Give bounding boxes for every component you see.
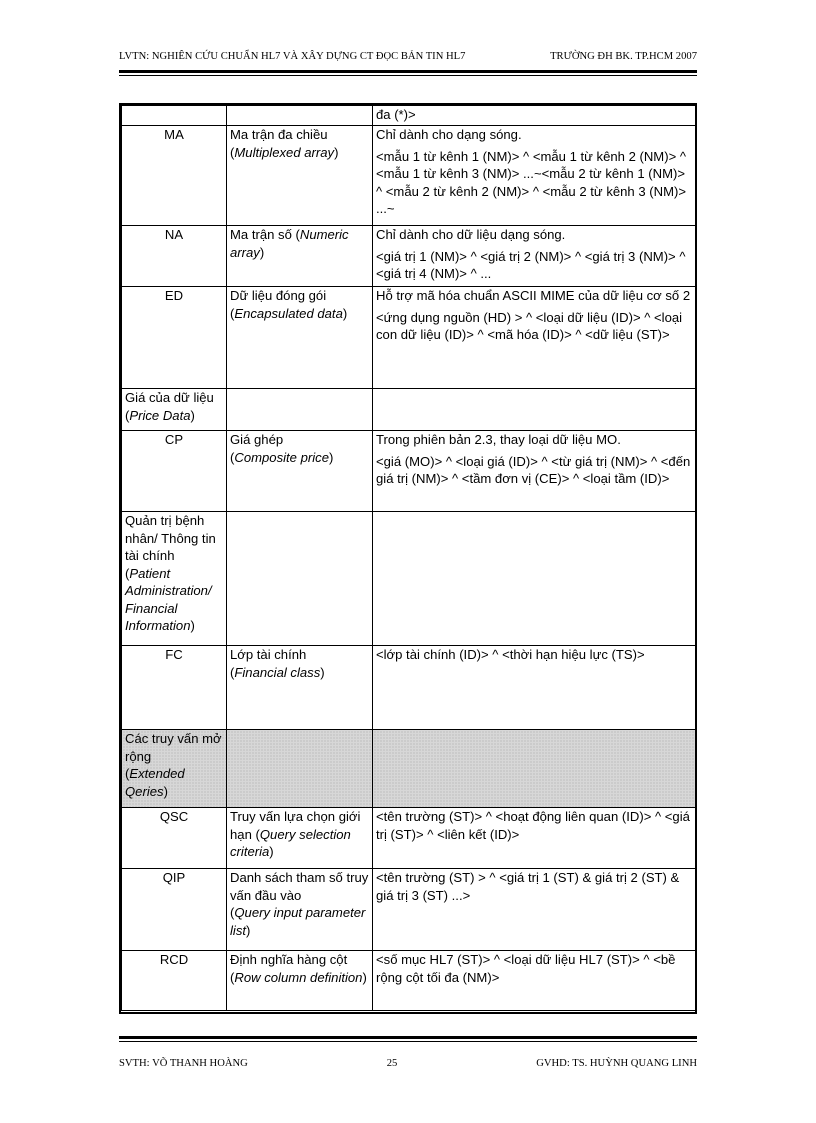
data-type-table — [121, 105, 696, 1011]
header-title: LVTN: NGHIÊN CỨU CHUẨN HL7 VÀ XÂY DỰNG CT ĐỌC BẢN TIN HL7 — [119, 51, 466, 62]
code-cell: RCD — [122, 951, 227, 1011]
section-cell: Các truy vấn mở rộng (Extended Qeries) — [122, 730, 227, 808]
desc-cell: Hỗ trợ mã hóa chuẩn ASCII MIME của dữ liệu cơ số 2 <ứng dụng nguồn (HD) > ^ <loại dữ liệu (ID)> ^ <loại con dữ liệu (ID)> ^ <mã hóa (ID)> ^ <dữ liệu (ST)> — [373, 287, 696, 389]
desc-cell: <số mục HL7 (ST)> ^ <loại dữ liệu HL7 (ST)> ^ <bề rộng cột tối đa (NM)> — [373, 951, 696, 1011]
code-cell: MA — [122, 126, 227, 226]
code-cell: QSC — [122, 808, 227, 869]
name-cell: Định nghĩa hàng cột (Row column definition) — [227, 951, 373, 1011]
table-row — [122, 106, 696, 126]
name-cell: Giá ghép (Composite price) — [227, 431, 373, 512]
code-cell: QIP — [122, 869, 227, 951]
table-row — [122, 431, 696, 512]
code-cell: FC — [122, 646, 227, 730]
table-row — [122, 730, 696, 808]
header-school: TRƯỜNG ĐH BK. TP.HCM 2007 — [550, 51, 697, 62]
header-rule-thin — [119, 75, 697, 76]
name-cell: Ma trận đa chiều (Multiplexed array) — [227, 126, 373, 226]
desc-cell — [373, 389, 696, 431]
code-cell: ED — [122, 287, 227, 389]
footer-student: SVTH: VÕ THANH HOÀNG — [119, 1058, 248, 1069]
desc-cell: <tên trường (ST)> ^ <hoạt động liên quan (ID)> ^ <giá trị (ST)> ^ <liên kết (ID)> — [373, 808, 696, 869]
footer-rule-thin — [119, 1041, 697, 1042]
code-cell: NA — [122, 226, 227, 287]
name-cell: Danh sách tham số truy vấn đầu vào (Query input parameter list) — [227, 869, 373, 951]
desc-cell: Chỉ dành cho dữ liệu dạng sóng. <giá trị 1 (NM)> ^ <giá trị 2 (NM)> ^ <giá trị 3 (NM)> ^ <giá trị 4 (NM)> ^ ... — [373, 226, 696, 287]
table-row — [122, 287, 696, 389]
table-row — [122, 126, 696, 226]
desc-cell: <lớp tài chính (ID)> ^ <thời hạn hiệu lực (TS)> — [373, 646, 696, 730]
section-cell: Quản trị bệnh nhân/ Thông tin tài chính (Patient Administration/ Financial Information) — [122, 512, 227, 646]
page-footer — [119, 1058, 697, 1069]
footer-advisor: GVHD: TS. HUỲNH QUANG LINH — [536, 1058, 697, 1069]
name-cell — [227, 512, 373, 646]
name-cell — [227, 389, 373, 431]
table-row — [122, 869, 696, 951]
code-cell: CP — [122, 431, 227, 512]
desc-cell — [373, 512, 696, 646]
name-cell — [227, 106, 373, 126]
desc-cell: Trong phiên bản 2.3, thay loại dữ liệu MO. <giá (MO)> ^ <loại giá (ID)> ^ <từ giá trị (NM)> ^ <đến giá trị (NM)> ^ <tầm đơn vị (CE)> ^ <loại tầm (ID)> — [373, 431, 696, 512]
header-rule — [119, 70, 697, 73]
section-cell: Giá của dữ liệu (Price Data) — [122, 389, 227, 431]
desc-cell — [373, 730, 696, 808]
table-row — [122, 808, 696, 869]
table-row — [122, 226, 696, 287]
name-cell: Lớp tài chính (Financial class) — [227, 646, 373, 730]
code-cell — [122, 106, 227, 126]
name-cell: Ma trận số (Numeric array) — [227, 226, 373, 287]
table-row — [122, 512, 696, 646]
table-row — [122, 646, 696, 730]
name-cell: Dữ liệu đóng gói (Encapsulated data) — [227, 287, 373, 389]
page-header — [119, 51, 697, 62]
name-cell — [227, 730, 373, 808]
desc-cell: <tên trường (ST) > ^ <giá trị 1 (ST) & giá trị 2 (ST) & giá trị 3 (ST) ...> — [373, 869, 696, 951]
footer-rule — [119, 1036, 697, 1039]
desc-cell: Chỉ dành cho dạng sóng. <mẫu 1 từ kênh 1 (NM)> ^ <mẫu 1 từ kênh 2 (NM)> ^ <mẫu 1 từ kênh 3 (NM)> ...~<mẫu 2 từ kênh 1 (NM)> ^ <mẫu 2 từ kênh 2 (NM)> ^ <mẫu 2 từ kênh 3 (NM)> ...~ — [373, 126, 696, 226]
page-number: 25 — [386, 1058, 398, 1069]
table-row — [122, 389, 696, 431]
desc-cell: đa (*)> — [373, 106, 696, 126]
name-cell: Truy vấn lựa chọn giới hạn (Query selection criteria) — [227, 808, 373, 869]
table-row — [122, 951, 696, 1011]
